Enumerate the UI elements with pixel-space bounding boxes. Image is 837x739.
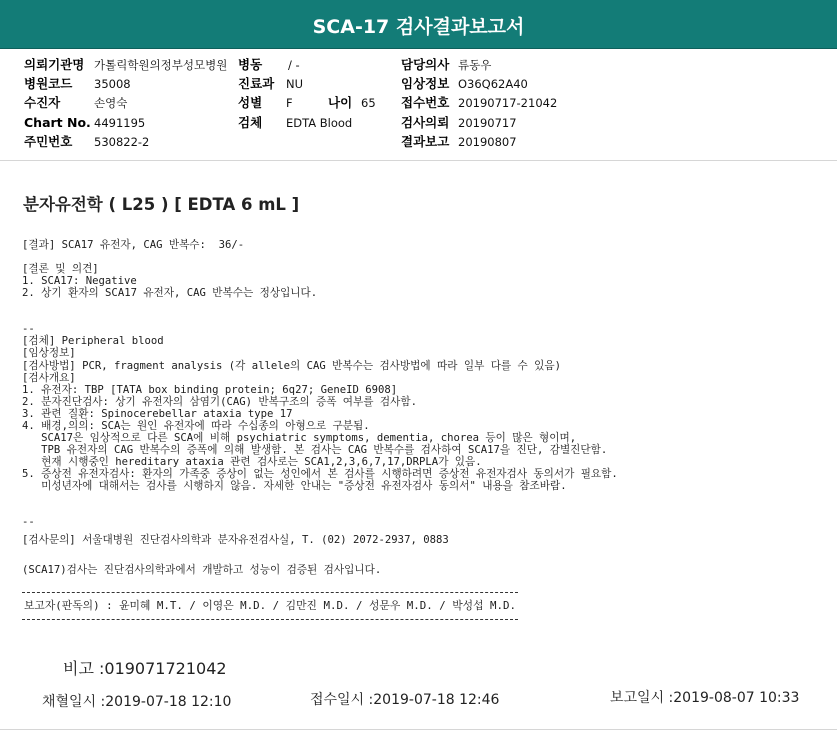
clinical-info-value-wrap: [458, 76, 528, 92]
institution-label: 의뢰기관명: [24, 57, 85, 72]
resident-value: 530822-2: [94, 135, 150, 149]
report-line: [검사문의] 서울대병원 진단검사의학과 분자유전검사실, T. (02) 2072-2937, 0883: [22, 534, 449, 547]
doctor-value-wrap: [458, 57, 491, 73]
hospital-code-label: 병원코드: [24, 76, 73, 91]
clinical-info-label-wrap: [401, 76, 449, 92]
department-label: 진료과: [238, 76, 275, 91]
section-title: 분자유전학 ( L25 ) [ EDTA 6 mL ]: [23, 195, 300, 214]
request-value: 20190717: [458, 116, 517, 130]
report-title: SCA-17 검사결과보고서: [312, 16, 525, 38]
receipt-value: 20190717-21042: [458, 96, 558, 110]
ward-label: 병동: [238, 57, 263, 72]
report-line: 4. 배경,의의: SCA는 원인 유전자에 따라 수십종의 아형으로 구분됨.: [22, 419, 370, 432]
patient-value: 손영숙: [94, 96, 128, 110]
specimen-value-wrap: [286, 115, 352, 131]
doctor-label-wrap: [401, 57, 449, 73]
chart-value: 4491195: [94, 116, 146, 130]
report-line: 2. 상기 환자의 SCA17 유전자, CAG 반복수는 정상입니다.: [22, 287, 318, 300]
receipt-label-wrap: [401, 95, 449, 111]
title-bar: [0, 0, 837, 49]
receipt-time-label: 접수일시 :: [310, 692, 374, 708]
age-value-wrap: [361, 95, 376, 111]
report-line: 5. 증상전 유전자검사: 환자의 가족중 증상이 없는 성인에서 본 검사를 시행하려면 증상전 유전자검사 동의서가 필요함.: [22, 467, 618, 480]
request-label-wrap: [401, 115, 449, 131]
receipt-time-row: [310, 689, 499, 709]
hospital-code-label-wrap: [24, 76, 72, 92]
department-value: NU: [286, 77, 304, 91]
institution-value-wrap: [94, 57, 227, 73]
report-line: [결론 및 의견]: [22, 263, 99, 276]
report-line: (SCA17)검사는 진단검사의학과에서 개발하고 성능이 검증된 검사입니다.: [22, 564, 382, 577]
age-label: 나이: [328, 95, 353, 110]
clinical-info-value: O36Q62A40: [458, 77, 528, 91]
header-divider: [0, 160, 837, 161]
clinical-info-label: 임상정보: [401, 76, 450, 91]
chart-label-wrap: [24, 115, 91, 131]
hospital-code-value-wrap: [94, 76, 131, 92]
specimen-label-wrap: [238, 115, 262, 131]
ward-value-wrap: [288, 57, 300, 73]
sex-label-wrap: [238, 95, 262, 111]
patient-value-wrap: [94, 95, 127, 111]
report-line: [임상정보]: [22, 347, 76, 360]
patient-label: 수진자: [24, 95, 61, 110]
report-line: 3. 관련 질환: Spinocerebellar ataxia type 17: [22, 407, 293, 420]
report-line: 현재 시행중인 hereditary ataxia 관련 검사로는 SCA1,2,3,6,7,17,DRPLA가 있음.: [22, 455, 482, 468]
doctor-value: 류동우: [458, 58, 492, 72]
institution-value: 가톨릭학원의정부성모병원: [94, 58, 228, 72]
note-row: [63, 656, 227, 679]
patient-label-wrap: [24, 95, 60, 111]
reporter-top-rule: [22, 592, 518, 593]
reporter-bottom-rule: [22, 619, 518, 620]
chart-label: Chart No.: [24, 115, 91, 130]
institution-row: [24, 57, 84, 73]
specimen-label: 검체: [238, 115, 263, 130]
report-value-wrap: [458, 134, 517, 150]
resident-value-wrap: [94, 134, 149, 150]
report-line: 미성년자에 대해서는 검사를 시행하지 않음. 자세한 안내는 "증상전 유전자검사 동의서" 내용을 참조바람.: [22, 480, 567, 492]
collection-row: [42, 691, 231, 711]
footer-divider: [0, 729, 837, 730]
report-line: --: [22, 323, 35, 336]
receipt-time-value: 2019-07-18 12:46: [373, 692, 500, 708]
report-line: [검체] Peripheral blood: [22, 335, 164, 348]
department-label-wrap: [238, 76, 274, 92]
report-value: 20190807: [458, 135, 517, 149]
receipt-label: 접수번호: [401, 95, 450, 110]
report-time-value: 2019-08-07 10:33: [673, 690, 800, 706]
specimen-value: EDTA Blood: [286, 116, 353, 130]
receipt-value-wrap: [458, 95, 557, 111]
ward-value: / -: [288, 58, 300, 72]
report-line: 2. 분자진단검사: 상기 유전자의 삼염기(CAG) 반복구조의 증폭 여부를 검사함.: [22, 395, 417, 408]
age-label-wrap: [328, 95, 352, 111]
collection-value: 2019-07-18 12:10: [105, 694, 232, 710]
sex-label: 성별: [238, 95, 263, 110]
request-value-wrap: [458, 115, 517, 131]
doctor-label: 담당의사: [401, 57, 450, 72]
reporters-line: 보고자(판독의) : 윤미혜 M.T. / 이영은 M.D. / 김만진 M.D. / 성문우 M.D. / 박성섭 M.D.: [24, 599, 517, 612]
report-time-row: [610, 687, 799, 707]
report-line: 1. 유전자: TBP [TATA box binding protein; 6q27; GeneID 6908]: [22, 383, 398, 396]
report-line: [결과] SCA17 유전자, CAG 반복수: 36/-: [22, 239, 245, 251]
sex-value-wrap: [286, 95, 293, 111]
sex-value: F: [286, 96, 293, 110]
note-label: 비고 :: [63, 659, 105, 678]
chart-value-wrap: [94, 115, 145, 131]
request-label: 검사의뢰: [401, 115, 450, 130]
report-time-label: 보고일시 :: [610, 690, 674, 706]
report-line: --: [22, 516, 35, 529]
resident-label-wrap: [24, 134, 72, 150]
report-line: SCA17은 임상적으로 다른 SCA에 비해 psychiatric symptoms, dementia, chorea 등이 많은 형이며,: [22, 431, 577, 444]
hospital-code-value: 35008: [94, 77, 131, 91]
report-label: 결과보고: [401, 134, 450, 149]
report-line: [검사개요]: [22, 371, 76, 384]
report-line: [검사방법] PCR, fragment analysis (각 allele의 CAG 반복수는 검사방법에 따라 일부 다를 수 있음): [22, 359, 561, 372]
note-value: 019071721042: [104, 659, 227, 678]
report-label-wrap: [401, 134, 449, 150]
ward-label-wrap: [238, 57, 262, 73]
age-value: 65: [361, 96, 376, 110]
report-line: TPB 유전자의 CAG 반복수의 증폭에 의해 발생함. 본 검사는 CAG 반복수를 검사하여 SCA17을 진단, 감별진단함.: [22, 443, 608, 456]
resident-label: 주민번호: [24, 134, 73, 149]
collection-label: 채혈일시 :: [42, 694, 106, 710]
department-value-wrap: [286, 76, 303, 92]
report-line: 1. SCA17: Negative: [22, 275, 137, 288]
